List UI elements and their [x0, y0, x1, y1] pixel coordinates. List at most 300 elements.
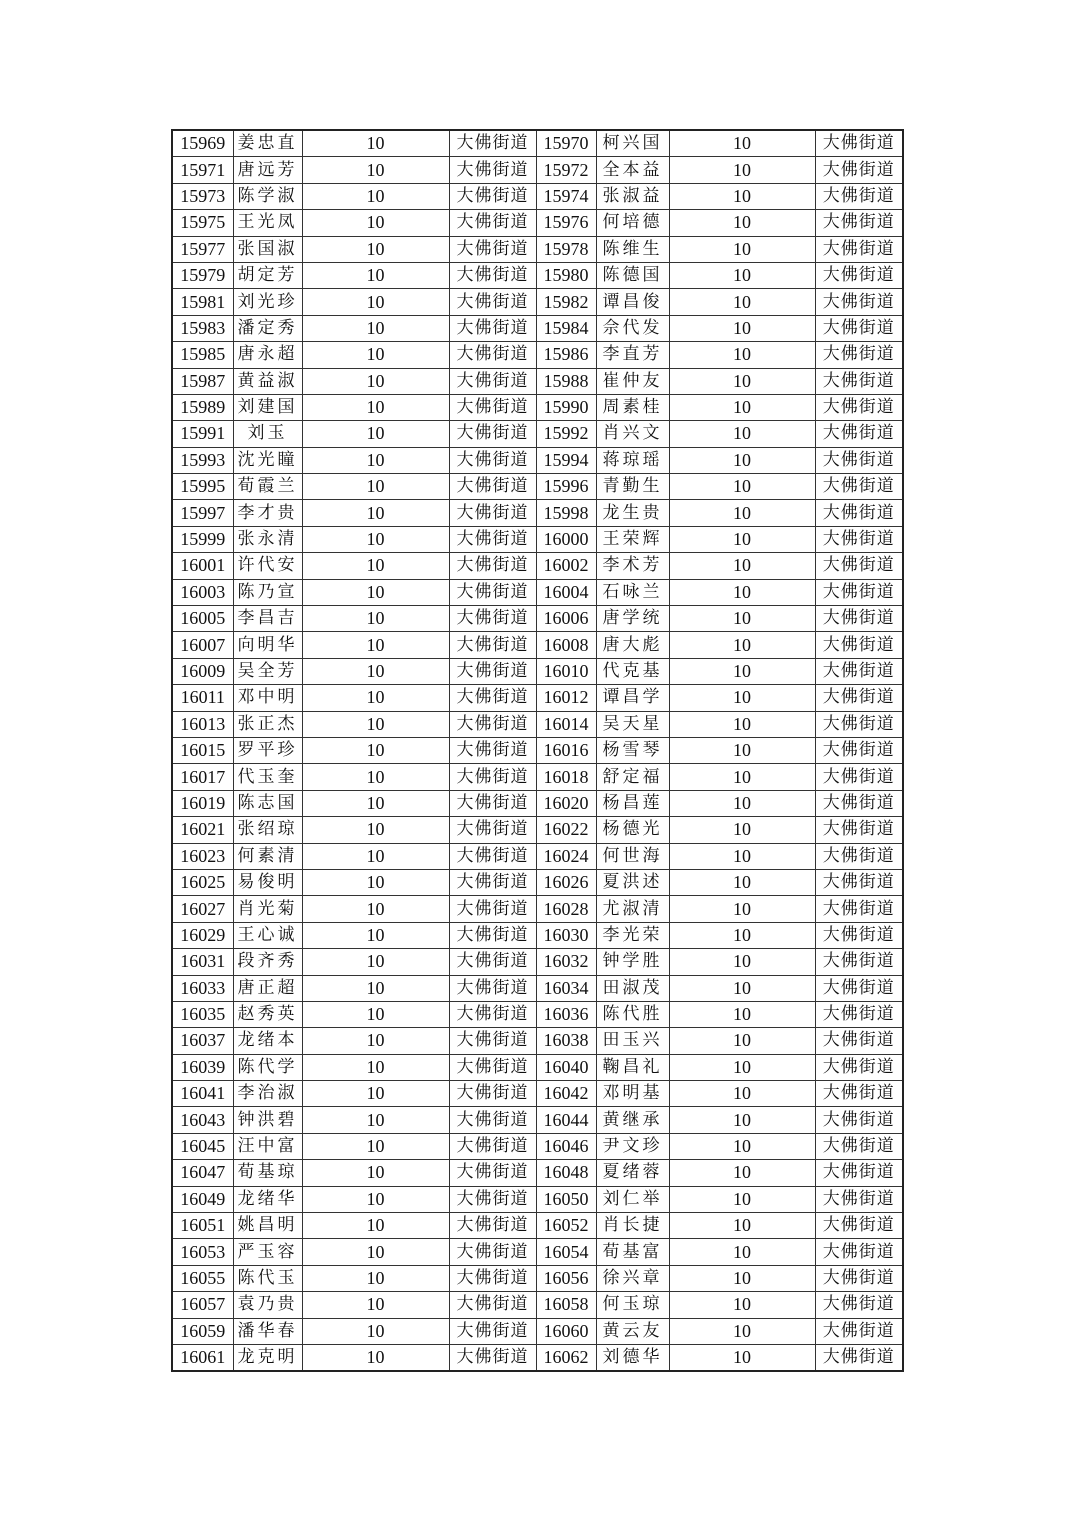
person-name-cell: 夏洪述	[596, 869, 669, 895]
amount-cell: 10	[669, 1054, 815, 1080]
entry-number-cell: 16021	[172, 817, 233, 843]
amount-cell: 10	[302, 843, 449, 869]
person-name-cell: 李治淑	[233, 1081, 302, 1107]
street-name-cell: 大佛街道	[449, 553, 536, 579]
table-row	[172, 315, 903, 341]
entry-number-cell: 15980	[536, 262, 596, 288]
amount-cell: 10	[669, 1318, 815, 1344]
person-name-cell: 段齐秀	[233, 949, 302, 975]
entry-number-cell: 16006	[536, 606, 596, 632]
person-name-cell: 向明华	[233, 632, 302, 658]
street-name-cell: 大佛街道	[815, 1054, 903, 1080]
amount-cell: 10	[669, 922, 815, 948]
person-name-cell: 黄云友	[596, 1318, 669, 1344]
person-name-cell: 唐大彪	[596, 632, 669, 658]
amount-cell: 10	[302, 368, 449, 394]
person-name-cell: 陈代胜	[596, 1001, 669, 1027]
person-name-cell: 刘仁举	[596, 1186, 669, 1212]
street-name-cell: 大佛街道	[449, 1318, 536, 1344]
amount-cell: 10	[302, 1186, 449, 1212]
entry-number-cell: 16046	[536, 1133, 596, 1159]
person-name-cell: 钟学胜	[596, 949, 669, 975]
street-name-cell: 大佛街道	[449, 421, 536, 447]
street-name-cell: 大佛街道	[815, 1133, 903, 1159]
amount-cell: 10	[669, 869, 815, 895]
street-name-cell: 大佛街道	[449, 1265, 536, 1291]
entry-number-cell: 15978	[536, 236, 596, 262]
street-name-cell: 大佛街道	[449, 1001, 536, 1027]
table-row	[172, 764, 903, 790]
amount-cell: 10	[669, 711, 815, 737]
person-name-cell: 黄继承	[596, 1107, 669, 1133]
amount-cell: 10	[302, 526, 449, 552]
entry-number-cell: 16057	[172, 1292, 233, 1318]
entry-number-cell: 16002	[536, 553, 596, 579]
amount-cell: 10	[669, 1001, 815, 1027]
street-name-cell: 大佛街道	[815, 157, 903, 183]
entry-number-cell: 16000	[536, 526, 596, 552]
roster-table-body	[172, 130, 903, 1371]
street-name-cell: 大佛街道	[449, 843, 536, 869]
amount-cell: 10	[302, 1081, 449, 1107]
entry-number-cell: 15983	[172, 315, 233, 341]
entry-number-cell: 15998	[536, 500, 596, 526]
entry-number-cell: 15969	[172, 130, 233, 157]
entry-number-cell: 16012	[536, 685, 596, 711]
amount-cell: 10	[669, 685, 815, 711]
entry-number-cell: 16019	[172, 790, 233, 816]
entry-number-cell: 15984	[536, 315, 596, 341]
amount-cell: 10	[669, 236, 815, 262]
entry-number-cell: 16052	[536, 1213, 596, 1239]
entry-number-cell: 16032	[536, 949, 596, 975]
table-row	[172, 553, 903, 579]
street-name-cell: 大佛街道	[815, 632, 903, 658]
entry-number-cell: 16005	[172, 606, 233, 632]
amount-cell: 10	[669, 421, 815, 447]
table-row	[172, 922, 903, 948]
table-row	[172, 869, 903, 895]
amount-cell: 10	[669, 843, 815, 869]
street-name-cell: 大佛街道	[815, 474, 903, 500]
entry-number-cell: 16022	[536, 817, 596, 843]
amount-cell: 10	[302, 658, 449, 684]
street-name-cell: 大佛街道	[449, 975, 536, 1001]
amount-cell: 10	[669, 579, 815, 605]
amount-cell: 10	[669, 183, 815, 209]
entry-number-cell: 16004	[536, 579, 596, 605]
entry-number-cell: 16036	[536, 1001, 596, 1027]
person-name-cell: 荀基琼	[233, 1160, 302, 1186]
table-row	[172, 157, 903, 183]
table-row	[172, 130, 903, 157]
street-name-cell: 大佛街道	[815, 1239, 903, 1265]
street-name-cell: 大佛街道	[815, 130, 903, 157]
person-name-cell: 何培德	[596, 210, 669, 236]
street-name-cell: 大佛街道	[449, 1292, 536, 1318]
entry-number-cell: 16027	[172, 896, 233, 922]
amount-cell: 10	[669, 1081, 815, 1107]
street-name-cell: 大佛街道	[449, 289, 536, 315]
amount-cell: 10	[302, 1160, 449, 1186]
person-name-cell: 唐学统	[596, 606, 669, 632]
street-name-cell: 大佛街道	[449, 764, 536, 790]
street-name-cell: 大佛街道	[815, 843, 903, 869]
entry-number-cell: 15973	[172, 183, 233, 209]
amount-cell: 10	[302, 1318, 449, 1344]
person-name-cell: 易俊明	[233, 869, 302, 895]
amount-cell: 10	[302, 342, 449, 368]
person-name-cell: 唐正超	[233, 975, 302, 1001]
amount-cell: 10	[669, 1265, 815, 1291]
amount-cell: 10	[302, 394, 449, 420]
amount-cell: 10	[302, 183, 449, 209]
amount-cell: 10	[669, 949, 815, 975]
person-name-cell: 石咏兰	[596, 579, 669, 605]
amount-cell: 10	[302, 632, 449, 658]
person-name-cell: 舒定福	[596, 764, 669, 790]
person-name-cell: 王荣辉	[596, 526, 669, 552]
person-name-cell: 赵秀英	[233, 1001, 302, 1027]
entry-number-cell: 16038	[536, 1028, 596, 1054]
amount-cell: 10	[302, 975, 449, 1001]
amount-cell: 10	[669, 896, 815, 922]
street-name-cell: 大佛街道	[815, 975, 903, 1001]
amount-cell: 10	[302, 685, 449, 711]
person-name-cell: 鞠昌礼	[596, 1054, 669, 1080]
roster-table	[171, 129, 904, 1372]
amount-cell: 10	[302, 447, 449, 473]
street-name-cell: 大佛街道	[449, 368, 536, 394]
person-name-cell: 陈代学	[233, 1054, 302, 1080]
entry-number-cell: 16014	[536, 711, 596, 737]
amount-cell: 10	[669, 210, 815, 236]
person-name-cell: 谭昌俊	[596, 289, 669, 315]
entry-number-cell: 15992	[536, 421, 596, 447]
entry-number-cell: 16060	[536, 1318, 596, 1344]
person-name-cell: 张永清	[233, 526, 302, 552]
street-name-cell: 大佛街道	[449, 790, 536, 816]
amount-cell: 10	[669, 289, 815, 315]
table-row	[172, 526, 903, 552]
entry-number-cell: 16039	[172, 1054, 233, 1080]
amount-cell: 10	[302, 869, 449, 895]
person-name-cell: 肖光菊	[233, 896, 302, 922]
street-name-cell: 大佛街道	[449, 394, 536, 420]
street-name-cell: 大佛街道	[815, 447, 903, 473]
person-name-cell: 张绍琼	[233, 817, 302, 843]
entry-number-cell: 15995	[172, 474, 233, 500]
entry-number-cell: 16058	[536, 1292, 596, 1318]
person-name-cell: 陈志国	[233, 790, 302, 816]
amount-cell: 10	[302, 737, 449, 763]
table-row	[172, 342, 903, 368]
entry-number-cell: 15982	[536, 289, 596, 315]
entry-number-cell: 16048	[536, 1160, 596, 1186]
street-name-cell: 大佛街道	[449, 1344, 536, 1371]
person-name-cell: 杨昌莲	[596, 790, 669, 816]
person-name-cell: 龙绪华	[233, 1186, 302, 1212]
table-row	[172, 1107, 903, 1133]
table-row	[172, 1001, 903, 1027]
street-name-cell: 大佛街道	[449, 342, 536, 368]
person-name-cell: 杨德光	[596, 817, 669, 843]
person-name-cell: 陈代玉	[233, 1265, 302, 1291]
table-row	[172, 1239, 903, 1265]
street-name-cell: 大佛街道	[449, 949, 536, 975]
person-name-cell: 唐永超	[233, 342, 302, 368]
entry-number-cell: 16053	[172, 1239, 233, 1265]
person-name-cell: 何世海	[596, 843, 669, 869]
street-name-cell: 大佛街道	[815, 1081, 903, 1107]
amount-cell: 10	[302, 1344, 449, 1371]
amount-cell: 10	[669, 1107, 815, 1133]
amount-cell: 10	[302, 711, 449, 737]
street-name-cell: 大佛街道	[449, 262, 536, 288]
person-name-cell: 荀霞兰	[233, 474, 302, 500]
street-name-cell: 大佛街道	[449, 1081, 536, 1107]
entry-number-cell: 16013	[172, 711, 233, 737]
person-name-cell: 柯兴国	[596, 130, 669, 157]
person-name-cell: 田淑茂	[596, 975, 669, 1001]
amount-cell: 10	[302, 1054, 449, 1080]
person-name-cell: 青勤生	[596, 474, 669, 500]
entry-number-cell: 16016	[536, 737, 596, 763]
street-name-cell: 大佛街道	[815, 183, 903, 209]
person-name-cell: 李才贵	[233, 500, 302, 526]
entry-number-cell: 16041	[172, 1081, 233, 1107]
table-row	[172, 394, 903, 420]
street-name-cell: 大佛街道	[815, 922, 903, 948]
amount-cell: 10	[302, 262, 449, 288]
amount-cell: 10	[669, 526, 815, 552]
street-name-cell: 大佛街道	[449, 658, 536, 684]
entry-number-cell: 16056	[536, 1265, 596, 1291]
entry-number-cell: 16023	[172, 843, 233, 869]
entry-number-cell: 16009	[172, 658, 233, 684]
person-name-cell: 潘定秀	[233, 315, 302, 341]
entry-number-cell: 16047	[172, 1160, 233, 1186]
table-row	[172, 843, 903, 869]
entry-number-cell: 16043	[172, 1107, 233, 1133]
person-name-cell: 尹文珍	[596, 1133, 669, 1159]
entry-number-cell: 15976	[536, 210, 596, 236]
table-row	[172, 447, 903, 473]
table-row	[172, 632, 903, 658]
amount-cell: 10	[669, 1028, 815, 1054]
table-row	[172, 262, 903, 288]
amount-cell: 10	[302, 764, 449, 790]
table-row	[172, 579, 903, 605]
entry-number-cell: 16001	[172, 553, 233, 579]
table-row	[172, 183, 903, 209]
amount-cell: 10	[669, 262, 815, 288]
street-name-cell: 大佛街道	[815, 896, 903, 922]
person-name-cell: 代玉奎	[233, 764, 302, 790]
entry-number-cell: 15994	[536, 447, 596, 473]
amount-cell: 10	[669, 447, 815, 473]
street-name-cell: 大佛街道	[449, 236, 536, 262]
street-name-cell: 大佛街道	[815, 553, 903, 579]
amount-cell: 10	[669, 394, 815, 420]
amount-cell: 10	[302, 1133, 449, 1159]
entry-number-cell: 16035	[172, 1001, 233, 1027]
street-name-cell: 大佛街道	[815, 869, 903, 895]
street-name-cell: 大佛街道	[815, 1001, 903, 1027]
amount-cell: 10	[302, 289, 449, 315]
table-row	[172, 685, 903, 711]
entry-number-cell: 16011	[172, 685, 233, 711]
street-name-cell: 大佛街道	[449, 210, 536, 236]
table-row	[172, 500, 903, 526]
person-name-cell: 肖兴文	[596, 421, 669, 447]
person-name-cell: 许代安	[233, 553, 302, 579]
street-name-cell: 大佛街道	[449, 711, 536, 737]
person-name-cell: 王光凤	[233, 210, 302, 236]
street-name-cell: 大佛街道	[449, 1160, 536, 1186]
person-name-cell: 王心诚	[233, 922, 302, 948]
amount-cell: 10	[302, 949, 449, 975]
person-name-cell: 邓明基	[596, 1081, 669, 1107]
person-name-cell: 李直芳	[596, 342, 669, 368]
amount-cell: 10	[302, 606, 449, 632]
entry-number-cell: 15999	[172, 526, 233, 552]
street-name-cell: 大佛街道	[449, 896, 536, 922]
amount-cell: 10	[302, 474, 449, 500]
amount-cell: 10	[669, 130, 815, 157]
amount-cell: 10	[302, 579, 449, 605]
person-name-cell: 尤淑清	[596, 896, 669, 922]
entry-number-cell: 16050	[536, 1186, 596, 1212]
street-name-cell: 大佛街道	[815, 1344, 903, 1371]
person-name-cell: 胡定芳	[233, 262, 302, 288]
entry-number-cell: 15985	[172, 342, 233, 368]
street-name-cell: 大佛街道	[449, 817, 536, 843]
street-name-cell: 大佛街道	[449, 447, 536, 473]
entry-number-cell: 16030	[536, 922, 596, 948]
table-row	[172, 1081, 903, 1107]
street-name-cell: 大佛街道	[815, 1292, 903, 1318]
entry-number-cell: 15996	[536, 474, 596, 500]
amount-cell: 10	[669, 1160, 815, 1186]
amount-cell: 10	[302, 553, 449, 579]
entry-number-cell: 16024	[536, 843, 596, 869]
person-name-cell: 李昌吉	[233, 606, 302, 632]
table-row	[172, 711, 903, 737]
amount-cell: 10	[302, 1239, 449, 1265]
amount-cell: 10	[302, 1265, 449, 1291]
entry-number-cell: 16059	[172, 1318, 233, 1344]
person-name-cell: 姚昌明	[233, 1213, 302, 1239]
street-name-cell: 大佛街道	[815, 315, 903, 341]
street-name-cell: 大佛街道	[449, 1133, 536, 1159]
amount-cell: 10	[669, 658, 815, 684]
person-name-cell: 佘代发	[596, 315, 669, 341]
table-row	[172, 289, 903, 315]
table-row	[172, 1160, 903, 1186]
person-name-cell: 夏绪蓉	[596, 1160, 669, 1186]
person-name-cell: 刘德华	[596, 1344, 669, 1371]
person-name-cell: 周素桂	[596, 394, 669, 420]
street-name-cell: 大佛街道	[815, 606, 903, 632]
street-name-cell: 大佛街道	[449, 130, 536, 157]
entry-number-cell: 15989	[172, 394, 233, 420]
person-name-cell: 龙生贵	[596, 500, 669, 526]
entry-number-cell: 16061	[172, 1344, 233, 1371]
table-row	[172, 790, 903, 816]
entry-number-cell: 15975	[172, 210, 233, 236]
street-name-cell: 大佛街道	[449, 1239, 536, 1265]
entry-number-cell: 15990	[536, 394, 596, 420]
entry-number-cell: 15977	[172, 236, 233, 262]
entry-number-cell: 16044	[536, 1107, 596, 1133]
person-name-cell: 田玉兴	[596, 1028, 669, 1054]
street-name-cell: 大佛街道	[815, 1186, 903, 1212]
amount-cell: 10	[669, 606, 815, 632]
person-name-cell: 邓中明	[233, 685, 302, 711]
entry-number-cell: 15971	[172, 157, 233, 183]
table-row	[172, 1292, 903, 1318]
person-name-cell: 钟洪碧	[233, 1107, 302, 1133]
table-row	[172, 1186, 903, 1212]
amount-cell: 10	[669, 368, 815, 394]
person-name-cell: 刘光珍	[233, 289, 302, 315]
entry-number-cell: 16040	[536, 1054, 596, 1080]
amount-cell: 10	[669, 764, 815, 790]
street-name-cell: 大佛街道	[815, 949, 903, 975]
amount-cell: 10	[302, 1107, 449, 1133]
street-name-cell: 大佛街道	[815, 817, 903, 843]
person-name-cell: 蒋琼瑶	[596, 447, 669, 473]
entry-number-cell: 16007	[172, 632, 233, 658]
person-name-cell: 袁乃贵	[233, 1292, 302, 1318]
entry-number-cell: 16028	[536, 896, 596, 922]
amount-cell: 10	[669, 157, 815, 183]
street-name-cell: 大佛街道	[449, 474, 536, 500]
entry-number-cell: 16025	[172, 869, 233, 895]
amount-cell: 10	[669, 1239, 815, 1265]
street-name-cell: 大佛街道	[815, 262, 903, 288]
entry-number-cell: 15981	[172, 289, 233, 315]
street-name-cell: 大佛街道	[449, 632, 536, 658]
entry-number-cell: 16031	[172, 949, 233, 975]
amount-cell: 10	[669, 1292, 815, 1318]
entry-number-cell: 16042	[536, 1081, 596, 1107]
street-name-cell: 大佛街道	[449, 1028, 536, 1054]
person-name-cell: 沈光瞳	[233, 447, 302, 473]
person-name-cell: 徐兴章	[596, 1265, 669, 1291]
street-name-cell: 大佛街道	[815, 579, 903, 605]
entry-number-cell: 16037	[172, 1028, 233, 1054]
table-row	[172, 1344, 903, 1371]
amount-cell: 10	[669, 315, 815, 341]
person-name-cell: 陈学淑	[233, 183, 302, 209]
entry-number-cell: 16051	[172, 1213, 233, 1239]
street-name-cell: 大佛街道	[815, 1265, 903, 1291]
street-name-cell: 大佛街道	[449, 500, 536, 526]
entry-number-cell: 16029	[172, 922, 233, 948]
table-row	[172, 949, 903, 975]
table-row	[172, 1265, 903, 1291]
entry-number-cell: 16062	[536, 1344, 596, 1371]
table-row	[172, 975, 903, 1001]
street-name-cell: 大佛街道	[449, 685, 536, 711]
street-name-cell: 大佛街道	[815, 210, 903, 236]
amount-cell: 10	[669, 1213, 815, 1239]
amount-cell: 10	[302, 130, 449, 157]
amount-cell: 10	[302, 896, 449, 922]
entry-number-cell: 15991	[172, 421, 233, 447]
